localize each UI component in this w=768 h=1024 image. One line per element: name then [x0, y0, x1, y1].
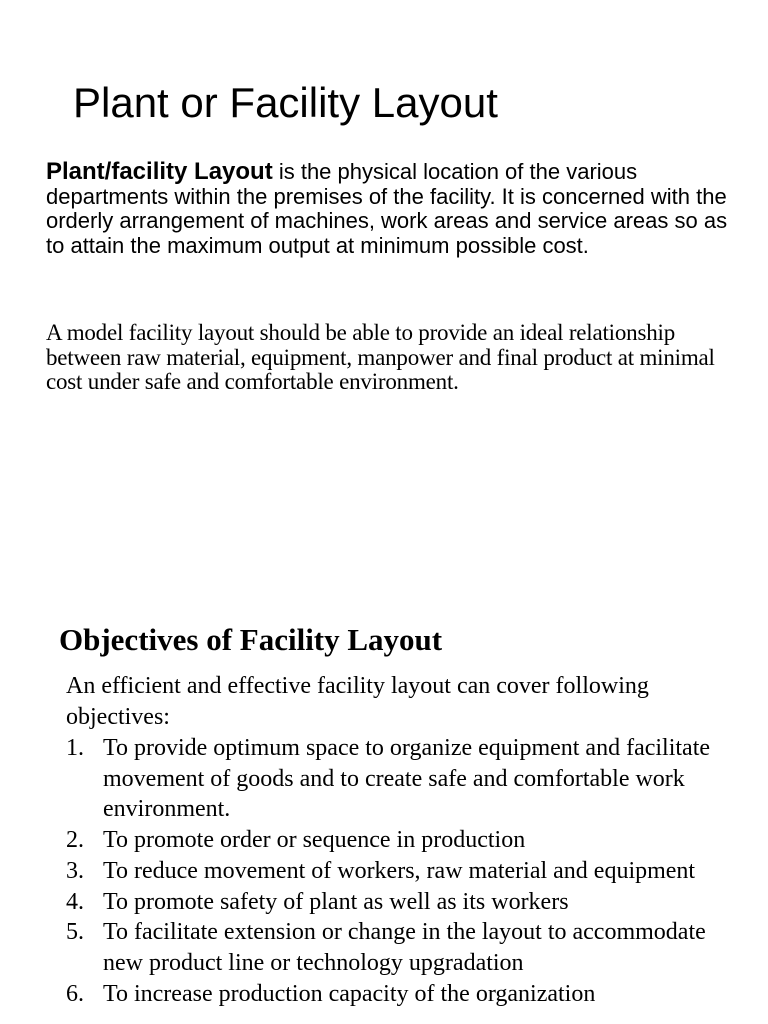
objective-text: To facilitate extension or change in the layout to accommodate new product line or technology upgradation [103, 919, 706, 976]
objective-item [66, 825, 746, 856]
objective-item [66, 887, 746, 918]
objective-item [66, 856, 746, 887]
objectives-list [66, 733, 746, 1009]
objective-number: 3. [66, 857, 84, 884]
objective-text: To increase production capacity of the organization [103, 980, 596, 1007]
objective-number: 2. [66, 827, 84, 854]
objective-number: 1. [66, 735, 84, 761]
objective-text: To promote order or sequence in production [103, 827, 526, 854]
objective-item [66, 733, 746, 825]
objectives-heading: Objectives of Facility Layout [59, 622, 443, 657]
definition-term: Plant/facility Layout [46, 158, 273, 185]
model-layout-paragraph: A model facility layout should be able to provide an ideal relationship between raw material, equipment, manpower and final product at minimal cost under safe and comfortable environment. [46, 320, 715, 394]
definition-text: is the physical location of the various departments within the premises of the facility. It is concerned with the orderly arrangement of machines, work areas and service areas so as to attain the maximum output at minimum possible cost. [46, 159, 728, 258]
objective-number: 4. [66, 888, 84, 915]
objective-number: 5. [66, 919, 84, 946]
slide-title: Plant or Facility Layout [73, 79, 498, 126]
objective-text: To provide optimum space to organize equipment and facilitate movement of goods and to create safe and comfortable work environment. [103, 735, 711, 823]
objective-number: 6. [66, 980, 84, 1007]
definition-paragraph [46, 160, 746, 258]
objective-item [66, 917, 746, 978]
objectives-intro: An efficient and effective facility layout can cover following objectives: [66, 673, 649, 730]
objective-text: To promote safety of plant as well as its workers [103, 888, 569, 915]
objective-text: To reduce movement of workers, raw material and equipment [103, 857, 696, 884]
objective-item [66, 979, 746, 1010]
